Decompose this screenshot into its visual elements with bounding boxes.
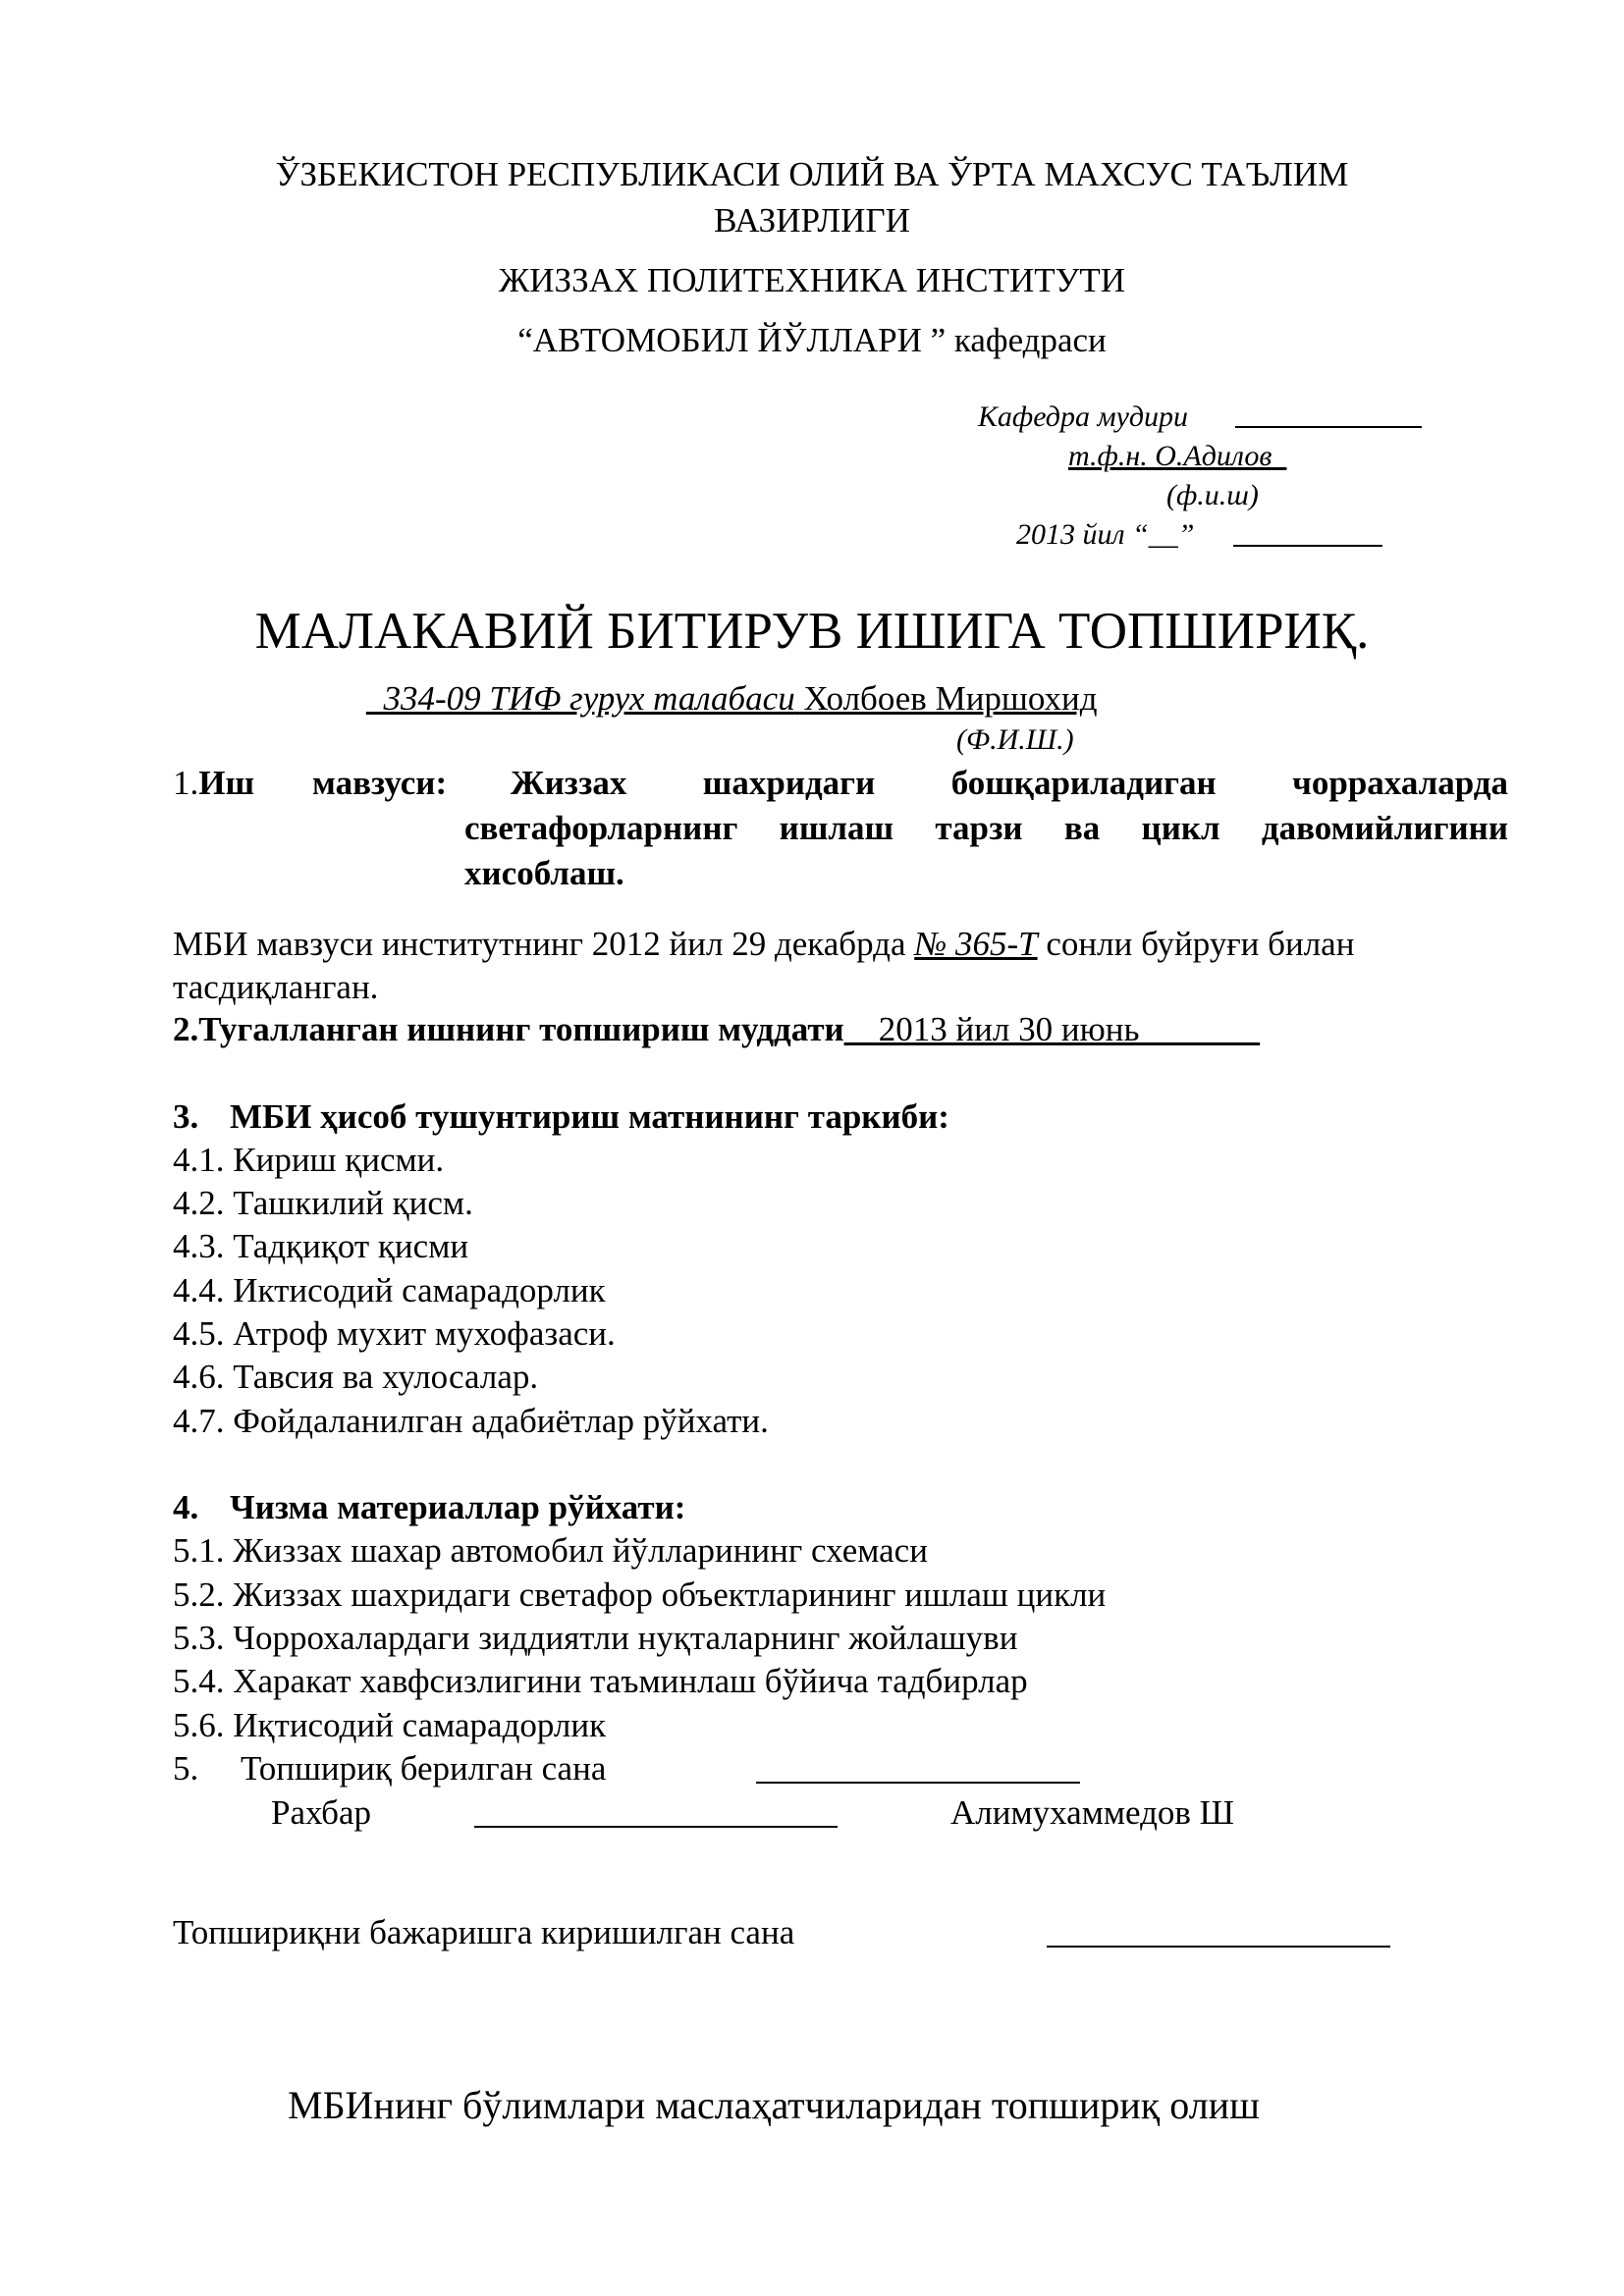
drawings-item: 5.1. Жиззах шахар автомобил йўлларининг схемаси [173, 1531, 928, 1570]
student-fio-note: (Ф.И.Ш.) [956, 723, 1074, 756]
drawings-item: 5.3. Чоррохалардаги зиддиятли нуқталарнинг жойлашуви [173, 1619, 1018, 1657]
drawings-heading-number: 4. [173, 1488, 199, 1526]
theme-label-2: мавзуси: [312, 764, 448, 802]
contents-item: 4.5. Атроф мухит мухофазаси. [173, 1314, 616, 1353]
contents-item: 4.1. Кириш қисми. [173, 1141, 445, 1179]
student-line [366, 677, 1098, 721]
document-title: МАЛАКАВИЙ БИТИРУВ ИШИГА ТОПШИРИҚ. [254, 603, 1370, 660]
department-name: “АВТОМОБИЛ ЙЎЛЛАРИ ” кафедраси [517, 321, 1107, 359]
theme-line-2: светафорларнинг ишлаш тарзи ва цикл давомийлигини [464, 809, 1508, 847]
ministry-line-2: ВАЗИРЛИГИ [714, 201, 910, 240]
order-line-2: тасдиқланган. [173, 968, 379, 1006]
contents-item: 4.6. Тавсия ва хулосалар. [173, 1358, 539, 1396]
issue-date-label: Топшириқ берилган сана [241, 1749, 607, 1788]
theme-line-3: хисоблаш. [464, 854, 624, 892]
deadline-value: 2013 йил 30 июнь [878, 1010, 1140, 1048]
supervisor-label: Рахбар [271, 1793, 372, 1832]
drawings-heading: Чизма материаллар рўйхати: [230, 1488, 686, 1526]
contents-item: 4.7. Фойдаланилган адабиётлар рўйхати. [173, 1402, 769, 1440]
order-line: МБИ мавзуси институтнинг 2012 йил 29 декабрда № 365-Т сонли буйруғи билан [173, 925, 1355, 963]
theme-label: 1.Иш [173, 764, 255, 802]
contents-item: 4.4. Иктисодий самарадорлик [173, 1271, 606, 1309]
head-fio-note: (ф.и.ш) [1166, 479, 1259, 511]
theme-line-1: Жиззах шахридаги бошқариладиган чоррахаларда [511, 764, 1508, 802]
drawings-item: 5.4. Харакат хавфсизлигини таъминлаш бўйича тадбирлар [173, 1662, 1028, 1700]
drawings-item: 5.6. Иқтисодий самарадорлик [173, 1706, 607, 1744]
start-date-label: Топшириқни бажаришга киришилган сана [173, 1913, 795, 1951]
approval-date: 2013 йил “__” [1016, 518, 1195, 551]
issue-date-line [756, 1782, 1080, 1784]
supervisor-signature-line [474, 1826, 838, 1828]
student-name: Холбоев Миршохид [803, 679, 1098, 718]
contents-item: 4.2. Ташкилий қисм. [173, 1184, 473, 1222]
student-group: _334-09 ТИФ гурух талабаси [366, 679, 795, 718]
contents-heading-number: 3. [173, 1097, 199, 1136]
drawings-item: 5.2. Жиззах шахридаги светафор объектларининг ишлаш цикли [173, 1575, 1107, 1614]
head-of-department-name: т.ф.н. О.Адилов_ [1068, 440, 1287, 472]
contents-heading: МБИ ҳисоб тушунтириш матнининг таркиби: [230, 1097, 949, 1136]
approval-date-line [1233, 545, 1382, 547]
order-number: № 365-Т [914, 925, 1038, 963]
start-date-line [1047, 1946, 1390, 1948]
head-of-department-label: Кафедра мудири [978, 400, 1189, 433]
supervisor-name: Алимухаммедов Ш [950, 1793, 1234, 1832]
institute-name: ЖИЗЗАХ ПОЛИТЕХНИКА ИНСТИТУТИ [498, 261, 1126, 299]
deadline-line: 2.Тугалланган ишнинг топшириш муддати__2013 йил 30 июнь_______ [173, 1010, 1260, 1048]
issue-number: 5. [173, 1749, 199, 1788]
head-signature-line [1235, 426, 1422, 428]
ministry-line-1: ЎЗБЕКИСТОН РЕСПУБЛИКАСИ ОЛИЙ ВА ЎРТА МАХСУС ТАЪЛИМ [275, 155, 1349, 193]
consultants-heading: МБИнинг бўлимлари маслаҳатчиларидан топшириқ олиш [288, 2083, 1260, 2127]
contents-item: 4.3. Тадқиқот қисми [173, 1227, 469, 1265]
